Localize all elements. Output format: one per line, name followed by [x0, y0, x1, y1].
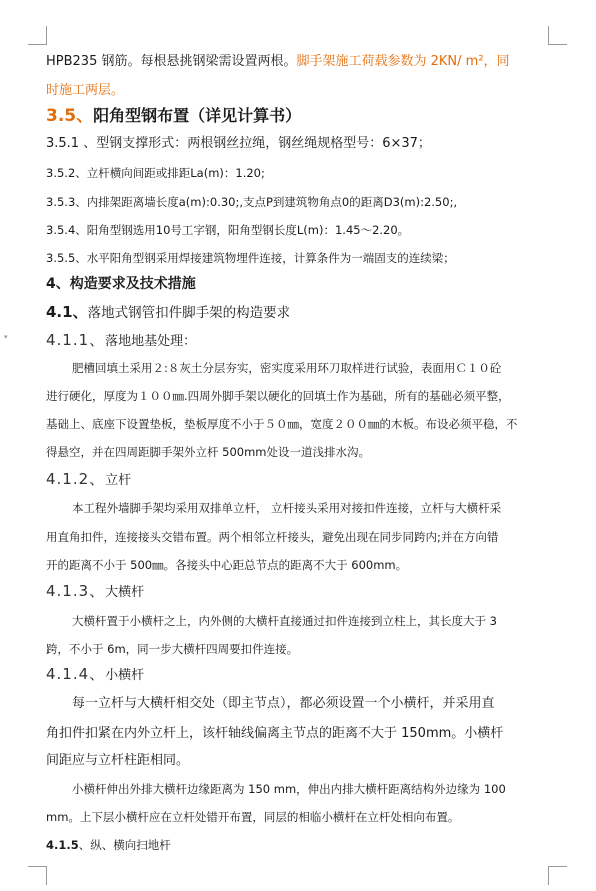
subsection-heading-4-1-1 [46, 331, 196, 351]
item-3-5-2: 3.5.2、立杆横向间距或排距La(m)：1.20; [46, 166, 265, 180]
paragraph-line: 用直角扣件，连接接头交错布置。两个相邻立杆接头，避免出现在同步同跨内;并在方向错 [46, 530, 499, 544]
paragraph-line: 进行硬化，厚度为１００㎜.四周外脚手架以硬化的回填土作为基础，所有的基础必须平整， [46, 389, 510, 403]
subsection-heading-4-1-3 [46, 582, 144, 602]
section-title: 大横杆 [105, 585, 145, 600]
paragraph-line: 得悬空，并在四周距脚手架外立杆 500mm处设一道浅排水沟。 [46, 445, 371, 459]
section-title: 落地式钢管扣件脚手架的构造要求 [87, 305, 291, 321]
section-number: 4.1.3、 [46, 582, 106, 600]
section-title: 小横杆 [105, 668, 145, 683]
crop-mark-top-right [548, 26, 567, 45]
section-number: 4.1.2、 [46, 470, 106, 488]
margin-marker-icon: ▾ [4, 333, 8, 341]
crop-mark-bottom-right [548, 866, 567, 885]
paragraph-line: 大横杆置于小横杆之上，内外侧的大横杆直接通过扣件连接到立柱上，其长度大于 3 [72, 614, 497, 628]
section-heading-4: 4、构造要求及技术措施 [46, 276, 196, 292]
subsection-heading-4-1-2 [46, 470, 131, 490]
section-number: 4.1.1、 [46, 331, 106, 349]
paragraph-line: 间距应与立杆柱距相同。 [46, 753, 190, 768]
paragraph-line: 角扣件扣紧在内外立杆上，该杆轴线偏离主节点的距离不大于 150mm。小横杆 [46, 726, 504, 741]
item-3-5-3: 3.5.3、内排架距离墙长度a(m):0.30;,支点P到建筑物角点0的距离D3(m):2.50;, [46, 195, 458, 209]
section-title: 、纵、横向扫地杆 [78, 838, 171, 852]
section-number: 4.1.4、 [46, 665, 106, 683]
section-number: 3.5、 [46, 106, 94, 126]
section-number: 4.1、 [46, 303, 88, 321]
paragraph-line: 本工程外墙脚手架均采用双排单立杆， 立杆接头采用对接扣件连接，立杆与大横杆采 [72, 501, 502, 515]
paragraph-line: 跨，不小于 6m，同一步大横杆四周要扣件连接。 [46, 642, 299, 656]
paragraph-line: 肥槽回填土采用２:８灰土分层夯实，密实度采用环刀取样进行试验，表面用Ｃ１０砼 [72, 361, 502, 375]
section-title: 阳角型钢布置（详见计算书） [93, 106, 302, 125]
section-heading-4-1 [46, 303, 290, 322]
section-number: 4.1.5 [46, 838, 79, 852]
item-3-5-1: 3.5.1 、型钢支撑形式：两根钢丝拉绳，钢丝绳规格型号：6×37； [46, 136, 431, 151]
section-heading-3-5 [46, 107, 301, 125]
item-3-5-4: 3.5.4、阳角型钢选用10号工字钢，阳角型钢长度L(m)：1.45～2.20。 [46, 223, 410, 237]
item-3-5-5: 3.5.5、水平阳角型钢采用焊接建筑物埋件连接，计算条件为一端固支的连续梁； [46, 251, 455, 265]
subsection-heading-4-1-4 [46, 665, 144, 685]
paragraph-line: 每一立杆与大横杆相交处（即主节点），都必须设置一个小横杆，并采用直 [72, 696, 495, 711]
paragraph-line: 时施工两层。 [46, 83, 125, 98]
paragraph-line: 基础上、底座下设置垫板，垫板厚度不小于５０㎜，宽度２００㎜的木板。布设必须平稳，不 [46, 417, 518, 431]
text-span: HPB235 钢筋。每根悬挑钢梁需设置两根。 [46, 54, 297, 69]
crop-mark-top-left [28, 26, 47, 45]
highlight-text: 脚手架施工荷载参数为 2KN/ m²，同 [296, 54, 510, 69]
paragraph-line: 小横杆伸出外排大横杆边缘距离为 150 mm，伸出内排大横杆距离结构外边缘为 100 [72, 782, 506, 796]
subsection-heading-4-1-5 [46, 836, 171, 854]
paragraph-line: 开的距离不小于 500㎜。各接头中心距总节点的距离不大于 600mm。 [46, 558, 408, 572]
paragraph-line: mm。上下层小横杆应在立杆处错开布置，同层的相临小横杆在立杆处相向布置。 [46, 810, 460, 824]
paragraph-line [46, 53, 510, 71]
section-title: 立杆 [105, 473, 132, 488]
crop-mark-bottom-left [28, 866, 47, 885]
section-title: 落地地基处理： [105, 334, 197, 349]
